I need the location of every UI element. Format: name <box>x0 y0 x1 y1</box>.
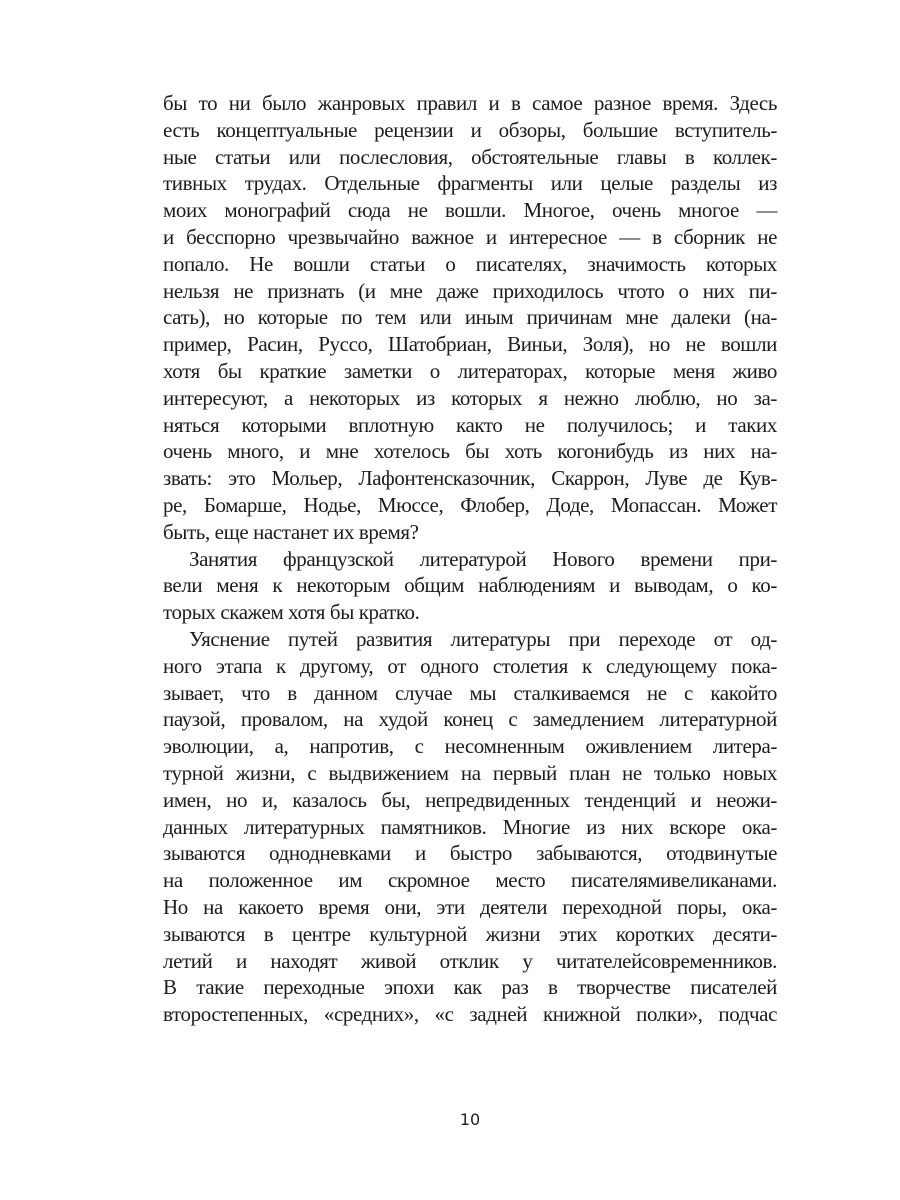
text-line: на положенное им скромное место писателямивеликанами. <box>163 868 777 893</box>
text-line: Но на какоето время они, эти деятели переходной поры, ока- <box>163 894 777 919</box>
body-text <box>163 90 777 1028</box>
page-number: 10 <box>459 1110 481 1129</box>
text-line: интересуют, а некоторых из которых я нежно люблю, но за- <box>163 385 777 410</box>
text-line: звать: это Мольер, Лафонтенсказочник, Скаррон, Луве де Кув- <box>163 466 777 491</box>
text-line: есть концептуальные рецензии и обзоры, большие вступитель- <box>163 117 777 142</box>
text-line: быть, еще настанет их время? <box>163 519 419 544</box>
text-line: пример, Расин, Руссо, Шатобриан, Виньи, Золя), но не вошли <box>163 332 777 357</box>
text-line: ного этапа к другому, от одного столетия к следующему пока- <box>163 653 777 678</box>
text-line: няться которыми вплотную както не получилось; и таких <box>163 412 777 437</box>
text-line: второстепенных, «средних», «с задней книжной полки», подчас <box>163 1002 777 1027</box>
text-line: торых скажем хотя бы кратко. <box>163 600 420 625</box>
text-line: попало. Не вошли статьи о писателях, значимость которых <box>163 251 777 276</box>
text-line: эволюции, а, напротив, с несомненным оживлением литера- <box>163 734 777 759</box>
text-line: нельзя не признать (и мне даже приходилось чтото о них пи- <box>163 278 777 303</box>
text-line: зываются однодневками и быстро забываются, отодвинутые <box>163 841 777 866</box>
text-line: Уяснение путей развития литературы при переходе от од- <box>189 626 777 651</box>
text-line: Занятия французской литературой Нового времени при- <box>189 546 777 571</box>
text-line: зываются в центре культурной жизни этих коротких десяти- <box>163 921 777 946</box>
text-line: моих монографий сюда не вошли. Многое, очень многое — <box>163 198 777 223</box>
text-line: летий и находят живой отклик у читателейсовременников. <box>163 948 777 973</box>
text-line: ные статьи или послесловия, обстоятельные главы в коллек- <box>163 144 777 169</box>
text-line: бы то ни было жанровых правил и в самое разное время. Здесь <box>163 91 777 115</box>
text-line: вели меня к некоторым общим наблюдениям и выводам, о ко- <box>163 573 777 598</box>
text-line: В такие переходные эпохи как раз в творчестве писателей <box>163 975 777 1000</box>
text-line: очень много, и мне хотелось бы хоть когонибудь из них на- <box>163 439 777 464</box>
text-line: имен, но и, казалось бы, непредвиденных тенденций и неожи- <box>163 787 777 812</box>
text-line: сать), но которые по тем или иным причинам мне далеки (на- <box>163 305 777 330</box>
text-line: зывает, что в данном случае мы сталкиваемся не с какойто <box>163 680 777 705</box>
text-line: хотя бы краткие заметки о литераторах, которые меня живо <box>163 358 777 383</box>
text-line: данных литературных памятников. Многие из них вскоре ока- <box>163 814 777 839</box>
text-line: ре, Бомарше, Нодье, Мюссе, Флобер, Доде, Мопассан. Может <box>163 492 777 517</box>
text-line: тивных трудах. Отдельные фрагменты или целые разделы из <box>163 171 777 196</box>
text-line: и бесспорно чрезвычайно важное и интересное — в сборник не <box>163 224 777 249</box>
text-line: паузой, провалом, на худой конец с замедлением литературной <box>163 707 777 732</box>
text-line: турной жизни, с выдвижением на первый план не только новых <box>163 760 777 785</box>
